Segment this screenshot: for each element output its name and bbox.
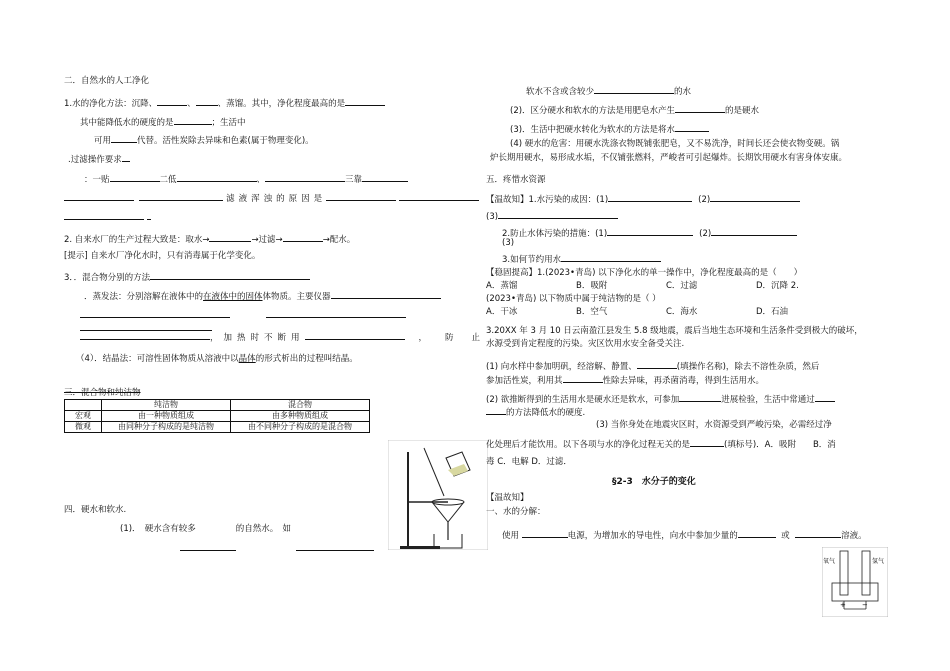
water-decomposition-title: 一、水的分解：	[486, 507, 546, 517]
hard-water-blanks	[180, 541, 374, 555]
section-4-title: 四．硬水和软水.	[64, 505, 127, 515]
turbid-reason-line: 滤液浑浊的原因是	[64, 191, 479, 205]
review-label: 【温故知】	[486, 493, 529, 503]
filter-rules-line: ：一贴 二低 、 三靠	[84, 172, 408, 186]
table-cell: 微观	[65, 422, 102, 433]
figure-label: +	[840, 601, 846, 609]
hardness-line: 其中能降低水的硬度的是 ；生活中	[80, 115, 246, 129]
replacement-line: 可用 代替。活性炭除去异味和色素(属于物理变化)。	[94, 133, 314, 147]
hard-water-line: (1)． 硬水含有较多 的自然水。 如	[120, 524, 292, 534]
electrolysis-apparatus-figure	[822, 547, 888, 617]
soft-water-line: 软水不含或含较少 的水	[526, 84, 691, 98]
question-2: (2023•青岛) 以下物质中属于纯洁物的是（ ）	[486, 294, 661, 304]
question-3-part-3c: 毒 C．电解 D．过滤．	[486, 457, 572, 467]
blank-line	[64, 210, 151, 224]
distinguish-line: (2)．区分硬水和软水的方法是用肥皂水产生 的是硬水	[510, 103, 759, 117]
hint-line: [提示] 自来水厂净化水时，只有消毒属于化学变化。	[64, 251, 261, 261]
table-cell: 由同种分子构成的是纯洁物	[102, 422, 231, 433]
hazard-line-2: 炉长期用硬水，易形成水垢，不仅铺张燃料，严峻者可引起爆炸。长期饮用硬水有害身体安康。	[490, 153, 848, 163]
section-3-title: 三．混合物和纯洁物	[64, 388, 141, 398]
pollution-causes-line: 【温故知】1.水污染的成因：(1) (2)	[486, 192, 800, 206]
table-header: 纯洁物	[102, 400, 231, 411]
electrolysis-line: 使用 电源，为增加水的导电性，向水中参加少量的 或 溶液。	[502, 528, 867, 542]
separation-methods-line: 3．．混合物分别的方法	[64, 270, 310, 284]
prevention-line: 2.防止水体污染的措施：(1) (2)	[502, 226, 797, 240]
save-water-line: 3.如何节约用水	[502, 252, 661, 266]
question-3-part-2: (2) 欲推断得到的生活用水是硬水还是软水，可参加 进展检验，生活中常通过	[486, 392, 835, 406]
question-3-part-1b: 参加活性炭，利用其 性除去异味，再杀菌消毒，得到生活用水。	[486, 373, 764, 387]
table-row	[65, 400, 370, 411]
question-1-options: A．蒸馏 B．吸附 C．过滤 D．沉降 2.	[486, 281, 799, 291]
question-3-line-1: 3.20XX 年 3 月 10 日云南盈江县发生 5.8 级地震，震后当地生态环境和生活条件受到极大的破坏，	[486, 326, 863, 336]
mixture-comparison-table	[64, 399, 370, 433]
water-plant-process: 2. 自来水厂的生产过程大致是：取水→ →过滤→ →配水。	[64, 232, 355, 246]
section-5-title: 五．疼惜水资源	[486, 175, 546, 185]
table-cell: 由一种物质组成	[102, 411, 231, 422]
section-2-title: 二．自然水的人工净化	[64, 76, 150, 86]
table-header: 混合物	[231, 400, 370, 411]
question-3-part-2b: 的方法降低水的硬度.	[486, 405, 585, 419]
softening-line: (3)．生活中把硬水转化为软水的方法是将水	[510, 122, 709, 136]
figure-label: 氢气	[872, 558, 885, 565]
question-2-options: A．干冰 B．空气 C．海水 D．石油	[486, 307, 789, 317]
pollution-causes-3: (3)	[486, 209, 618, 223]
crystallization-line: （4）．结晶法：可溶性固体物质从溶液中以晶体的形式析出的过程叫结晶。	[76, 354, 358, 364]
question-3-part-3b: 化处理后才能饮用。以下各项与水的净化过程无关的是 (填标号)．A．吸附 B．消	[486, 437, 836, 451]
section-2-3-title: §2-3 水分子的变化	[612, 477, 696, 487]
table-cell: 由不同种分子构成的是混合物	[231, 422, 370, 433]
question-3-part-3: (3) 当你身处在地震灾区时，水资源受到严峻污染，必需经过净	[596, 420, 832, 430]
figure-label: −	[862, 601, 868, 609]
table-cell: 宏观	[65, 411, 102, 422]
table-cell: 由多种物质组成	[231, 411, 370, 422]
table-cell	[65, 400, 102, 411]
heating-line: ，加热时不断用 ，防止	[80, 330, 498, 344]
table-row	[65, 411, 370, 422]
filter-requirement: .过滤操作要求	[68, 152, 130, 166]
prevention-3: (3)	[502, 238, 515, 248]
blank-line	[80, 308, 406, 322]
question-3-part-1: (1) 向水样中参加明矾，经溶解、静置、 (填操作名称)，除去不溶性杂质，然后	[486, 359, 819, 373]
figure-label: 氧气	[823, 558, 836, 565]
hazard-line-1: (4) 硬水的危害：用硬水洗涤衣物既铺张肥皂，又不易洗净，时间长还会使衣物变硬。锅	[510, 139, 840, 149]
filtration-apparatus-figure	[388, 440, 488, 550]
question-3-line-2: 水源受到肯定程度的污染。灾区饮用水安全备受关注.	[486, 339, 685, 349]
evaporation-line: ．蒸发法：分别溶解在液体中的在液体中的固体体物质。主要仪器	[84, 289, 441, 303]
blank-line-3	[80, 321, 212, 335]
table-row	[65, 422, 370, 433]
question-1: 【稳固提高】1.(2023•青岛) 以下净化水的单一操作中，净化程度最高的是（ ）	[486, 268, 803, 278]
purification-methods-line: 1.水的净化方法：沉降、 、 、蒸馏。其中，净化程度最高的是	[64, 96, 385, 110]
